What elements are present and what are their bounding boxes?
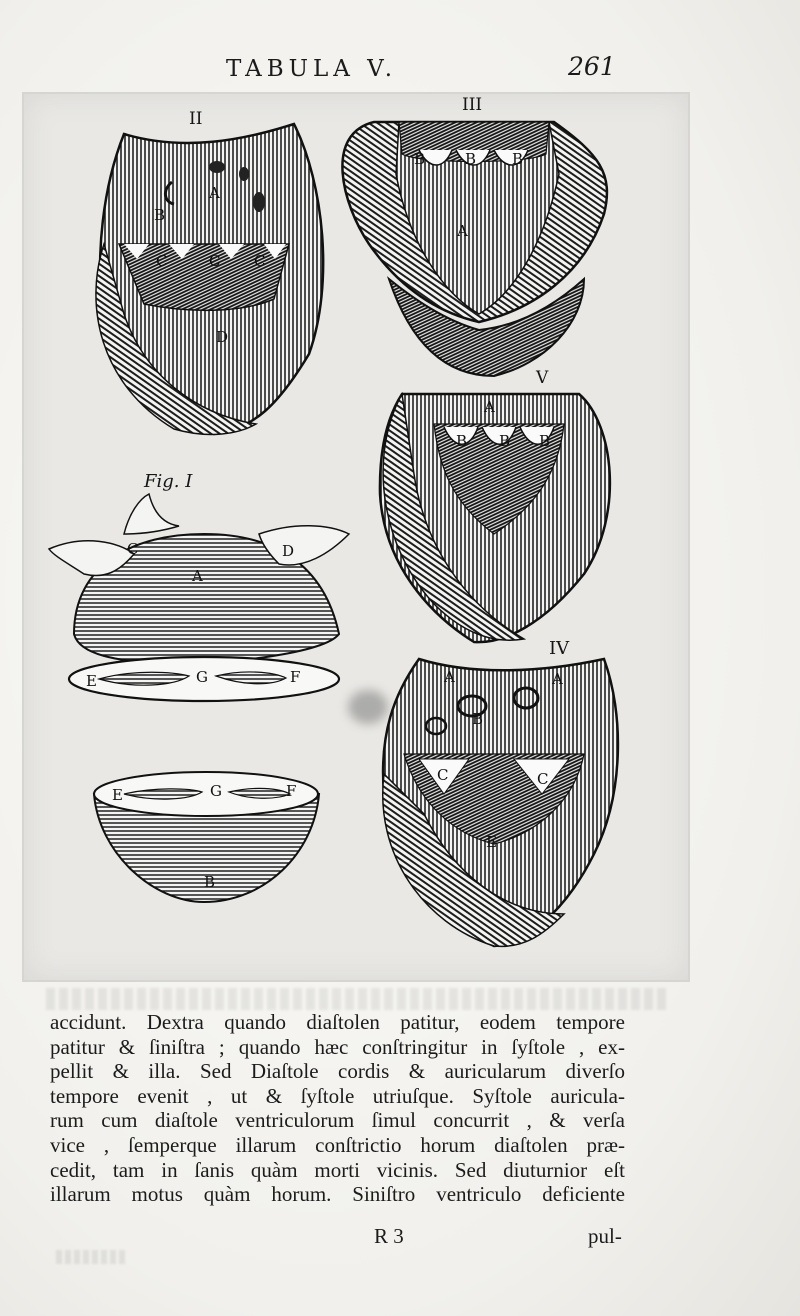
figure-iii [342, 95, 607, 376]
figure-ii-letter-c2: C [209, 252, 221, 270]
figure-i-letter-c: C [127, 540, 139, 558]
page-header [0, 52, 800, 88]
text-line: rum cum diaſtole ventriculorum ſimul concurrit , & verſa [50, 1108, 625, 1133]
figure-iv-letter-a2: A [552, 670, 563, 688]
figure-i-letter-a: A [192, 567, 203, 585]
figure-iv-letter-b: B [472, 710, 484, 728]
figure-iv-letter-e: E [486, 833, 497, 851]
text-line: pellit & illa. Sed Diaſtole cordis & auricularum diverſo [50, 1059, 625, 1084]
show-through-text [46, 988, 666, 1010]
figure-ii-letter-b: B [154, 206, 166, 224]
figure-ii-letter-d: D [216, 328, 229, 346]
figure-v [380, 368, 610, 642]
figure-i-letter-f-top: F [290, 668, 301, 686]
figure-iii-letter-a: A [457, 222, 468, 240]
figure-iv-letter-a1: A [444, 668, 455, 686]
figure-iv [383, 638, 618, 946]
figure-ii-letter-a: A [209, 184, 220, 202]
figure-i-letter-e-bottom: E [112, 786, 123, 804]
figure-iii-letter-b1: B [414, 150, 426, 168]
figure-v-letter-b1: B [456, 432, 468, 450]
signature-mark: R 3 [374, 1224, 404, 1248]
figure-i-letter-b: B [204, 873, 216, 891]
page-number: 261 [568, 52, 616, 81]
figure-i-label: Fig. I [144, 471, 193, 492]
figure-iv-letter-c2: C [537, 770, 549, 788]
text-line: tempore evenit , ut & ſyſtole utriuſque. Syſtole auricula- [50, 1083, 625, 1108]
show-through-text-bottom [56, 1250, 126, 1264]
figure-ii-label: II [189, 109, 203, 129]
catchword: pul- [588, 1224, 622, 1248]
figure-iii-letter-b2: B [465, 150, 477, 168]
figure-ii [96, 109, 323, 434]
figure-iv-label: IV [549, 638, 570, 659]
figure-v-letter-a: A [484, 398, 495, 416]
figure-i-letter-d: D [282, 542, 295, 560]
ink-stain [348, 690, 388, 724]
figure-i-letter-g-bottom: G [210, 782, 222, 800]
figure-v-label: V [536, 368, 549, 388]
text-line: accidunt. Dextra quando diaſtolen patitur, eodem tempore [50, 1010, 625, 1034]
figure-ii-letter-c3: C [254, 252, 266, 270]
text-line: patitur & ſiniſtra ; quando hæc conſtringitur in ſyſtole , ex- [50, 1034, 625, 1059]
figure-v-letter-b3: B [539, 432, 551, 450]
engraved-plate [22, 92, 690, 982]
body-text [50, 1010, 640, 1207]
text-line: cedit, tam in ſanis quàm morti vicinis. Sed diuturnior eſt [50, 1157, 625, 1182]
figure-ii-letter-c1: C [156, 252, 168, 270]
figure-i-letter-e-top: E [86, 672, 97, 690]
running-title: TABULA V. [226, 56, 398, 82]
figure-iv-letter-c1: C [437, 766, 449, 784]
figure-iii-letter-b3: B [512, 150, 524, 168]
text-line: vice , ſemperque illarum conſtrictio horum diaſtolen præ- [50, 1132, 625, 1157]
figure-i-letter-f-bottom: F [286, 782, 297, 800]
text-line: illarum motus quàm horum. Siniſtro ventriculo deficiente [50, 1182, 625, 1207]
figure-iii-label: III [462, 95, 483, 115]
figure-i-letter-g-top: G [196, 668, 208, 686]
figure-i [49, 471, 349, 902]
figure-v-letter-b2: B [499, 432, 511, 450]
plate-illustration [24, 94, 688, 980]
